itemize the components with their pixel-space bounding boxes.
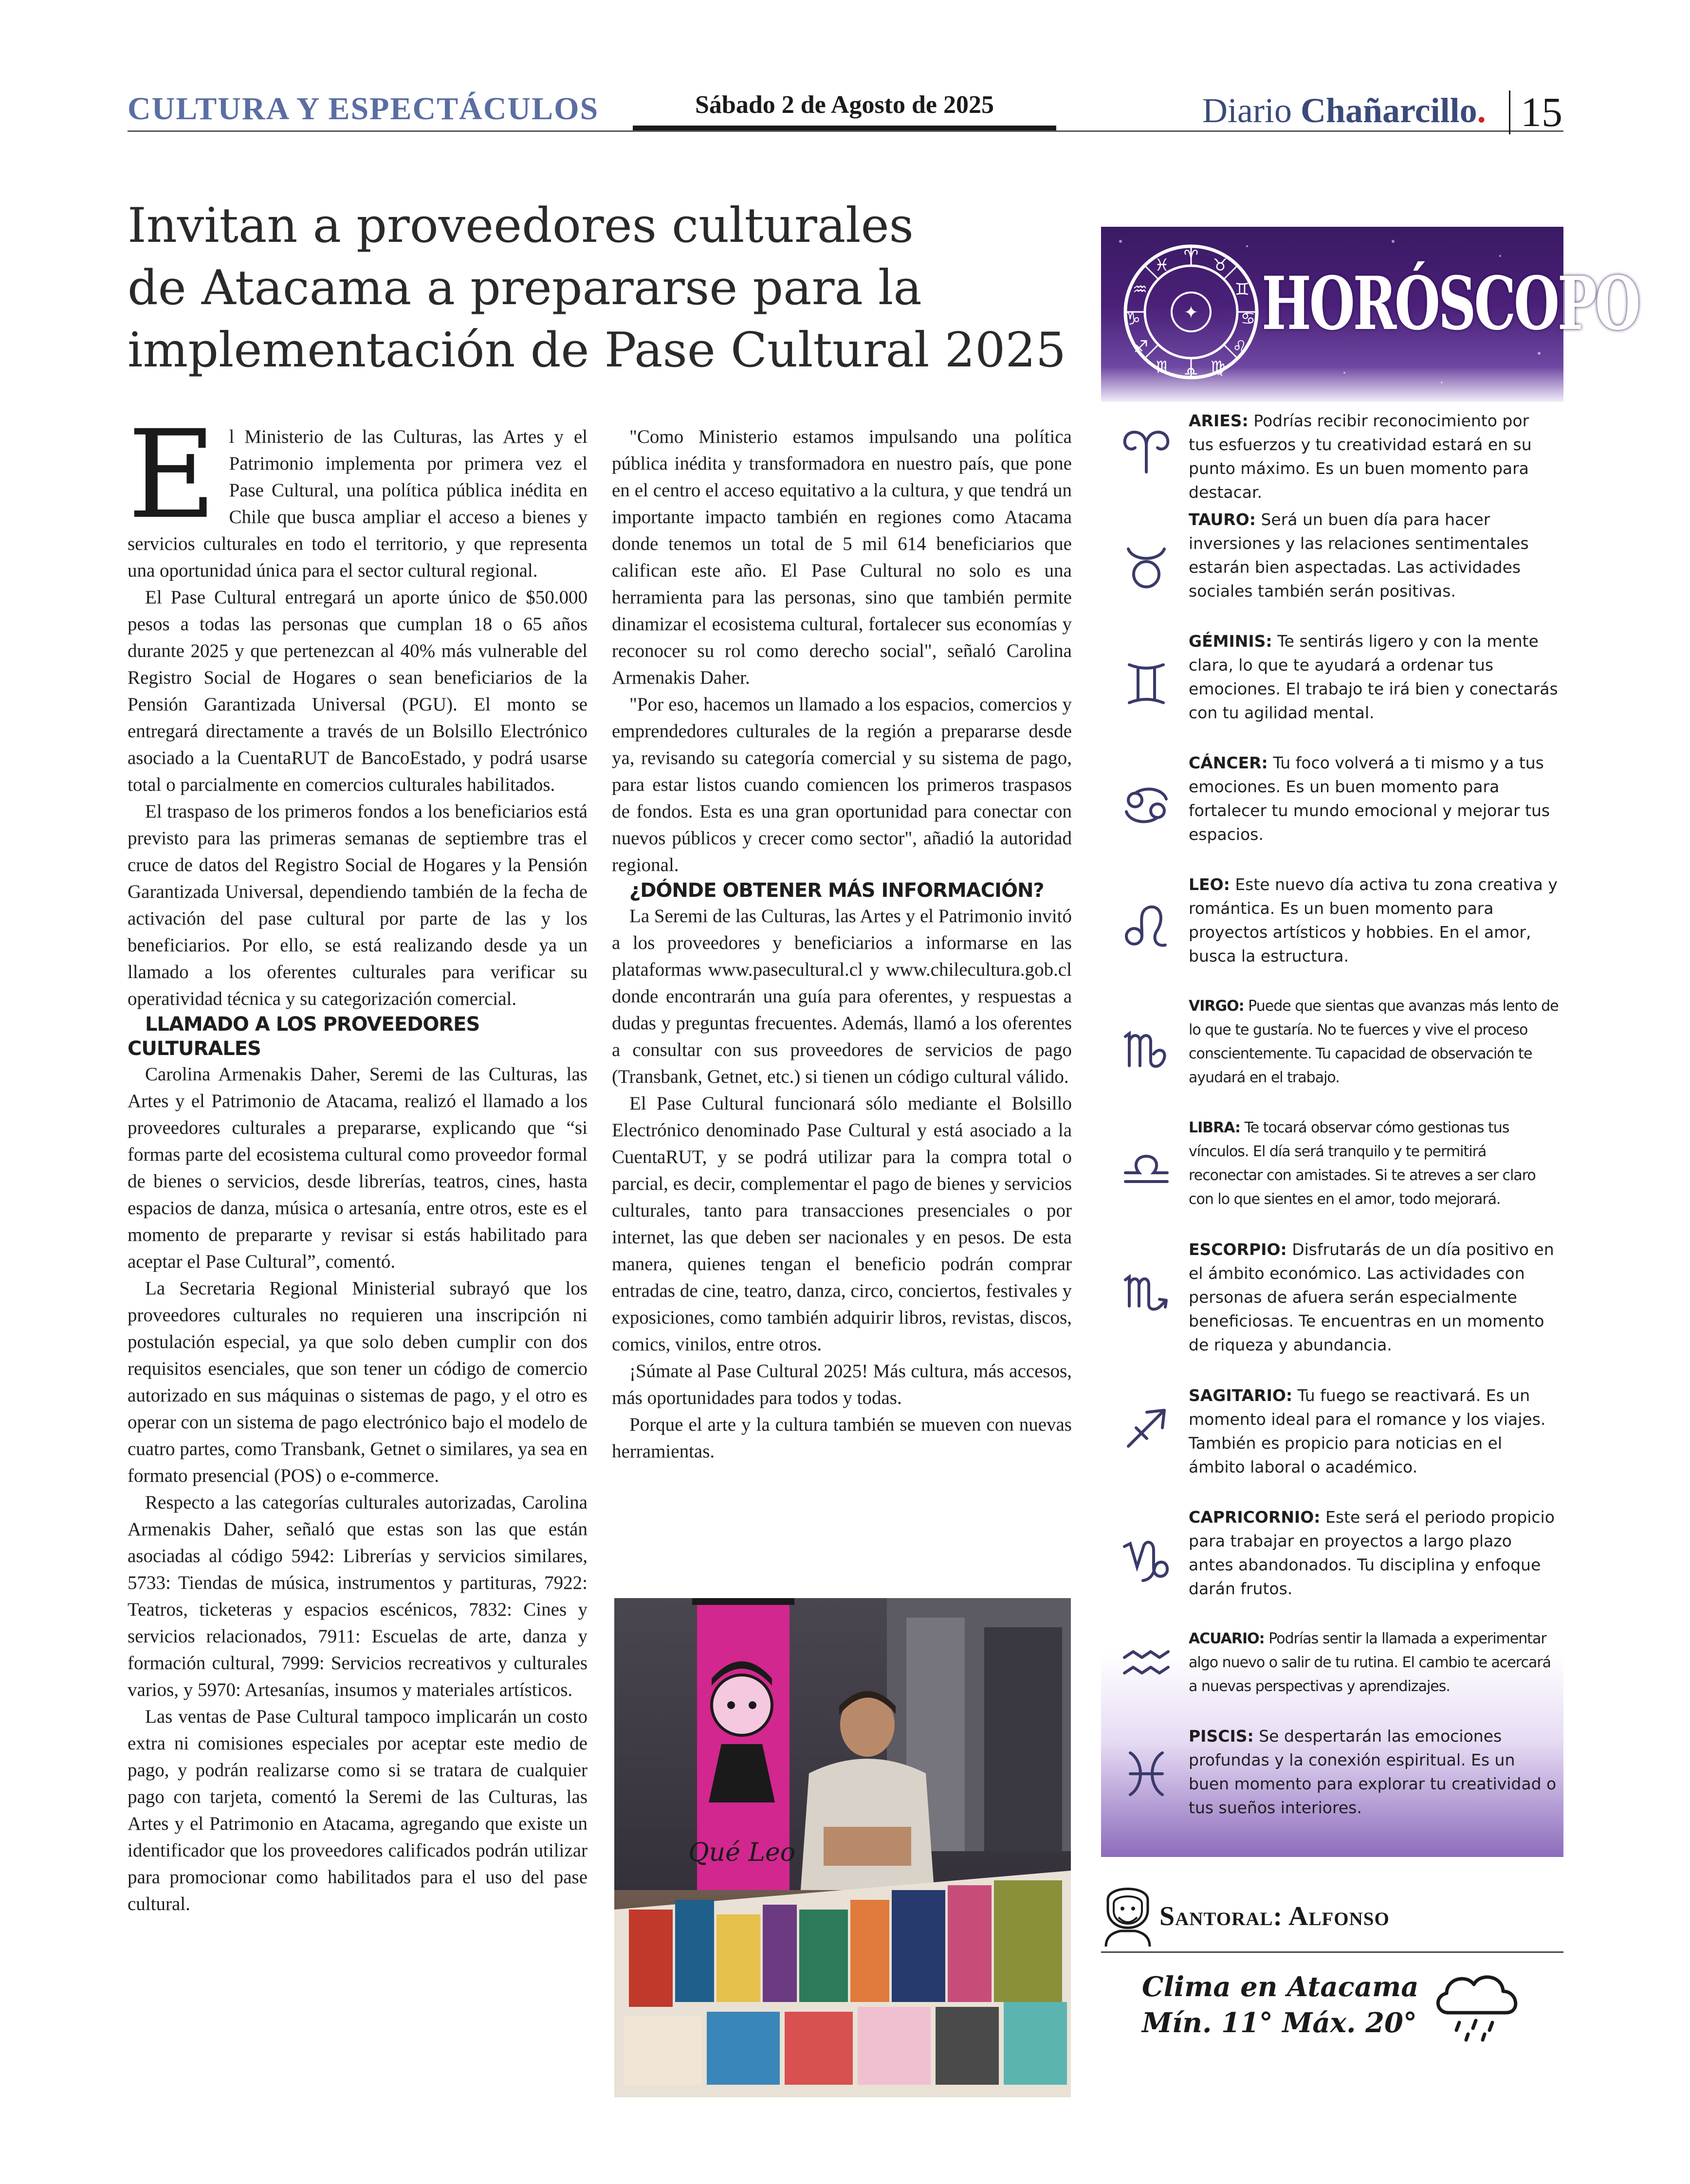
weather-title: Clima en Atacama [1142,1971,1419,2003]
sign-sagittarius [1189,1383,1559,1479]
paragraph [128,404,588,584]
section-title: CULTURA Y ESPECTÁCULOS [128,91,599,127]
article-column-1 [128,404,588,1917]
sign-name: GÉMINIS: [1189,632,1272,651]
paragraph: ¡Súmate al Pase Cultural 2025! Más cultura, más accesos, más oportunidades para todos y todas. [612,1361,1072,1408]
sign-scorpio [1189,1238,1559,1357]
scorpio-glyph-icon [1120,1265,1173,1319]
page-divider [1509,91,1510,134]
sign-name: PISCIS: [1189,1727,1254,1746]
svg-text:♐: ♐ [1133,337,1149,357]
paragraph: Respecto a las categorías culturales autorizadas, Carolina Armenakis Daher, señaló que estas son las que están asociadas al código 5942: Librerías y servicios similares, 5733: Tiendas de música, instrumentos y partituras, 7922: Teatros, ticketeras y espacios escénicos, 7832: Cines y servicios relacionados, 7911: Escuelas de arte, danza y formación cultural, 7999: Servicios recreativos y culturales varios, y 5970: Artesanías, insumos y materiales artísticos. [128,1492,588,1700]
sign-name: TAURO: [1189,510,1256,529]
sagittarius-glyph-icon [1120,1401,1173,1455]
sign-text: Te sentirás ligero y con la mente clara, lo que te ayudará a ordenar tus emociones. El trabajo te irá bien y conectarás con tu agilidad mental. [1189,632,1558,722]
sign-text: Te tocará observar cómo gestionas tus vínculos. El día será tranquilo y te permitirá reconectar con amistades. Si te atreves a ser claro con lo que sientes en el amor, todo mejorará. [1189,1119,1536,1208]
capricorn-glyph-icon [1120,1533,1173,1586]
newspaper-dot: . [1477,91,1486,130]
paragraph: "Como Ministerio estamos impulsando una política pública inédita y transformadora en nuestro país, que pone en el centro el acceso equitativo a la cultura, y que tendrá un importante impacto también en regiones como Atacama donde tenemos un total de 5 mil 614 beneficiarios que califican este año. El Pase Cultural no solo es una herramienta para las personas, sino que también permite dinamizar el ecosistema cultural, fortalecer sus economías y reconocer su rol como derecho social", señaló Carolina Armenakis Daher. [612,426,1072,688]
sign-text: Podrías recibir reconocimiento por tus esfuerzos y tu creatividad estará en su punto máximo. Es un buen momento para destacar. [1189,411,1532,502]
banner-text: Qué Leo [688,1838,796,1867]
paragraph: La Secretaria Regional Ministerial subrayó que los proveedores culturales no requieren una inscripción ni postulación especial, ya que solo deben cumplir con dos requisitos esenciales, que son tener un código de comercio autorizado en sus máquinas o sistemas de pago, y el otro es operar con un sistema de pago electrónico bajo el modelo de cuatro partes, como Transbank, Getnet o similares, ya sea en formato presencial (POS) o e-commerce. [128,1278,588,1486]
svg-text:♎: ♎ [1183,364,1199,383]
aquarius-glyph-icon [1120,1635,1173,1689]
newspaper-prefix: Diario [1202,91,1292,130]
sign-text: Puede que sientas que avanzas más lento de lo que te gustaría. No te fuerces y vive el proceso conscientemente. Tu capacidad de observación te ayudará en el trabajo. [1189,998,1559,1086]
sign-taurus [1189,508,1559,603]
sign-pisces [1189,1724,1559,1820]
issue-date: Sábado 2 de Agosto de 2025 [695,91,994,119]
saint-icon [1101,1880,1155,1948]
newspaper-name [1202,91,1486,131]
santoral-rule [1101,1951,1563,1953]
sign-aries [1189,409,1559,504]
paragraph: Carolina Armenakis Daher, Seremi de las Culturas, las Artes y el Patrimonio de Atacama, realizó el llamado a los proveedores culturales a prepararse, explicando que “si formas parte del ecosistema cultural como proveedor formal de bienes o servicios, desde librerías, teatros, cines, hasta espacios de danza, música o artesanía, entre otros, este es el momento de prepararte y revisar si estás habilitado para aceptar el Pase Cultural”, comentó. [128,1064,588,1272]
sign-text: Este nuevo día activa tu zona creativa y romántica. Es un buen momento para proyectos artísticos y hobbies. En el amor, busca la estructura. [1189,875,1558,965]
svg-text:♌: ♌ [1232,337,1248,357]
subheading: ¿DÓNDE OBTENER MÁS INFORMACIÓN? [629,879,1044,902]
headline-line: Invitan a proveedores culturales [128,198,914,254]
sign-text: Se despertarán las emociones profundas y la conexión espiritual. Es un buen momento para explorar tu creatividad o tus sueños interiores. [1189,1727,1557,1817]
paragraph: El Pase Cultural funcionará sólo mediante el Bolsillo Electrónico denominado Pase Cultural y está asociado a la CuentaRUT, y se podrá utilizar para la compra total o parcial, es decir, complementar el pago de bienes y servicios culturales, tanto para transacciones presenciales o por internet, las que deben ser nacionales y en pesos. De esta manera, quienes tengan el beneficio podrán comprar entradas de cine, teatro, danza, circo, conciertos, festivales y exposiciones, como también adquirir libros, revistas, discos, comics, vinilos, entre otros. [612,1093,1072,1355]
sign-name: CÁNCER: [1189,753,1268,772]
horoscope-banner [1101,227,1639,402]
horoscope-title: HORÓSCOPO [1262,261,1639,346]
sign-name: ACUARIO: [1189,1630,1265,1647]
paragraph: Las ventas de Pase Cultural tampoco implicarán un costo extra ni comisiones especiales por aceptar este medio de pago, y podrán realizarse como si se tratara de cualquier pago con tarjeta, comentó la Seremi de las Culturas, las Artes y el Patrimonio en Atacama, agregando que existe un identificador que los proveedores calificados podrán utilizar para promocionar como habilitados para el uso del pase cultural. [128,1706,588,1914]
sign-libra [1189,1116,1559,1211]
virgo-glyph-icon [1120,1022,1173,1075]
subheading: LLAMADO A LOS PROVEEDORES CULTURALES [128,1013,480,1060]
headline-line: de Atacama a prepararse para la [128,260,922,316]
svg-text:♈: ♈ [1183,247,1199,266]
sign-name: ESCORPIO: [1189,1240,1287,1259]
svg-text:♍: ♍ [1210,358,1226,377]
paragraph: El Pase Cultural entregará un aporte único de $50.000 pesos a todas las personas que cumplan 18 o 65 años durante 2025 y que pertenezcan al 40% más vulnerable del Registro Social de Hogares o sean beneficiarios de la Pensión Garantizada Universal (PGU). El monto se entregará directamente a través de un Bolsillo Electrónico asociado a la CuentaRUT de BancoEstado, y podrá usarse total o parcialmente en comercios culturales habilitados. [128,587,588,795]
sign-name: ARIES: [1189,411,1249,430]
svg-text:✦: ✦ [1183,303,1199,323]
drop-cap: E [128,404,217,546]
bookstand-illustration [614,1598,1071,2097]
aries-glyph-icon [1120,423,1173,477]
sign-text: Será un buen día para hacer inversiones y las relaciones sentimentales estarán bien aspectadas. Las actividades sociales también serán positivas. [1189,510,1529,601]
sign-capricorn [1189,1505,1559,1601]
svg-text:♒: ♒ [1132,280,1148,299]
leo-glyph-icon [1120,900,1173,954]
sign-leo [1189,873,1559,968]
sign-name: LEO: [1189,875,1230,894]
sign-text: Tu foco volverá a ti mismo y a tus emociones. Es un buen momento para fortalecer tu mundo emocional y mejorar tus espacios. [1189,753,1550,844]
cancer-glyph-icon [1120,779,1173,832]
paragraph: "Por eso, hacemos un llamado a los espacios, comercios y emprendedores culturales de la región a prepararse desde ya, revisando su categoría comercial y su sistema de pago, para estar listos cuando comiencen los primeros traspasos de fondos. Esta es una gran oportunidad para conectar con nuevos públicos y crecer como sector", añadió la autoridad regional. [612,694,1072,875]
sign-name: VIRGO: [1189,998,1244,1015]
sign-name: LIBRA: [1189,1119,1241,1136]
article-headline [128,195,1077,382]
article-photo [614,1598,1071,2097]
svg-text:♊: ♊ [1234,280,1250,299]
sign-text: Este será el periodo propicio para trabajar en proyectos a largo plazo antes abandonados. Tu disciplina y enfoque darán frutos. [1189,1508,1555,1598]
sign-aquarius [1189,1627,1559,1698]
sign-virgo [1189,994,1559,1090]
sign-name: SAGITARIO: [1189,1386,1293,1405]
paragraph: El traspaso de los primeros fondos a los beneficiarios está previsto para las primeras semanas de septiembre tras el cruce de datos del Registro Social de Hogares y la Pensión Garantizada Universal, dependiendo también de la fecha de activación del pase cultural por parte de las y los beneficiarios. Por ello, se está realizando desde ya un llamado a los oferentes culturales para verificar su operatividad técnica y su categorización comercial. [128,801,588,1009]
pisces-glyph-icon [1120,1747,1173,1801]
sign-cancer [1189,751,1559,846]
paragraph: La Seremi de las Culturas, las Artes y el Patrimonio invitó a los proveedores y beneficiarios a informarse en las plataformas www.pasecultural.cl y www.chilecultura.gob.cl donde encontrarán una guía para oferentes, y respuestas a dudas y preguntas frecuentes. Además, llamó a los oferentes a consultar con sus proveedores de servicios de pago (Transbank, Getnet, etc.) si tienen un código cultural válido. [612,906,1072,1087]
newspaper-title: Chañarcillo [1300,91,1477,130]
rain-cloud-icon [1429,1966,1526,2044]
weather-temperatures: Mín. 11° Máx. 20° [1142,2007,1417,2039]
taurus-glyph-icon [1120,540,1173,594]
sign-text: Tu fuego se reactivará. Es un momento ideal para el romance y los viajes. También es propicio para noticias en el ámbito laboral o académico. [1189,1386,1546,1476]
libra-glyph-icon [1120,1139,1173,1192]
santoral-label: Santoral: Alfonso [1159,1901,1390,1931]
svg-text:♏: ♏ [1156,358,1171,377]
sign-text: Podrías sentir la llamada a experimentar algo nuevo o salir de tu rutina. El cambio te acercará a nuevas perspectivas y aprendizajes. [1189,1630,1551,1695]
svg-text:♉: ♉ [1212,255,1228,275]
gemini-glyph-icon [1120,657,1173,710]
svg-text:♋: ♋ [1240,309,1256,328]
headline-line: implementación de Pase Cultural 2025 [128,323,1066,378]
article-column-2 [612,423,1072,1465]
page-number: 15 [1521,89,1562,135]
paragraph: Porque el arte y la cultura también se mueven con nuevas herramientas. [612,1414,1072,1462]
sign-gemini [1189,629,1559,725]
sign-name: CAPRICORNIO: [1189,1508,1321,1527]
sign-text: Disfrutarás de un día positivo en el ámbito económico. Las actividades con personas de afuera serán especialmente beneficiosas. Te encuentras en un momento de riqueza y abundancia. [1189,1240,1554,1354]
svg-text:♑: ♑ [1125,309,1141,328]
paragraph-text: l Ministerio de las Culturas, las Artes y el Patrimonio implementa por primera vez el Pase Cultural, una política pública inédita en Chile que busca ampliar el acceso a bienes y servicios culturales en todo el territorio, y que representa una oportunidad única para el sector cultural regional. [128,426,588,581]
weather-box [1142,1969,1419,2041]
svg-text:♓: ♓ [1154,255,1170,275]
